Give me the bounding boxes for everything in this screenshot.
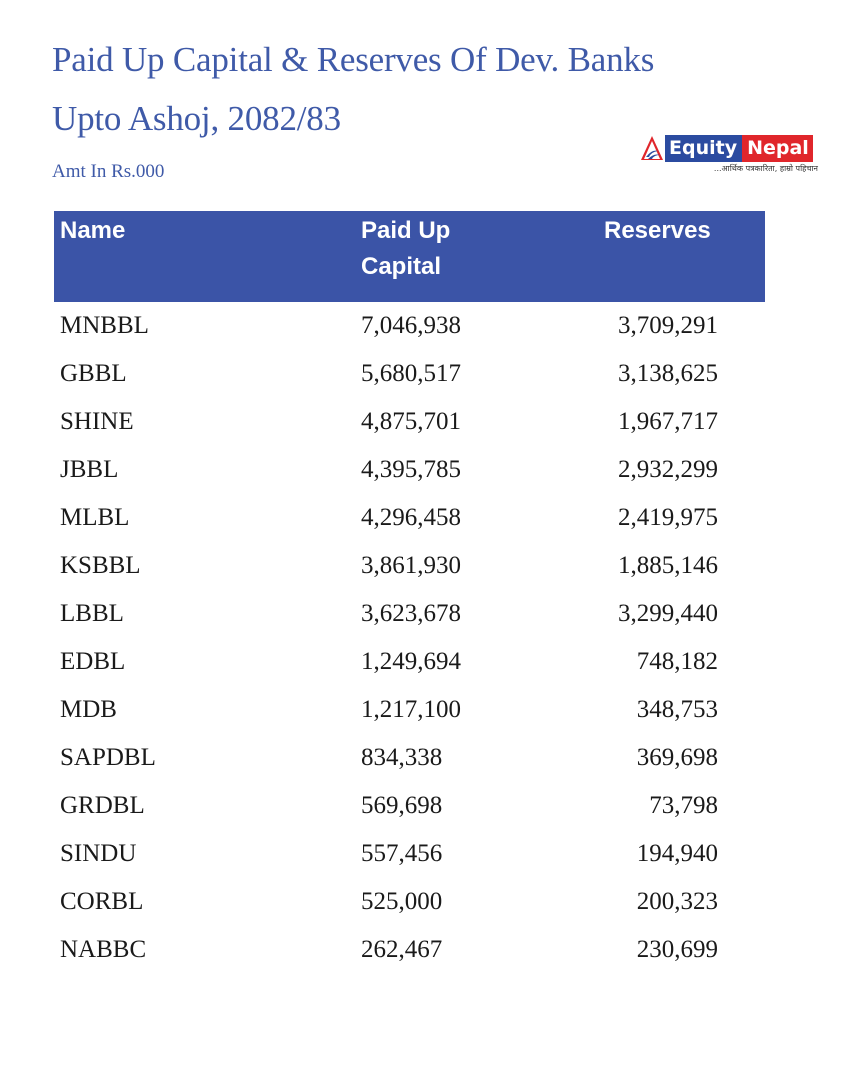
paid-up-capital-cell: 5,680,517 [361,360,461,387]
reserves-cell: 230,699 [636,936,718,963]
paid-up-capital-cell: 834,338 [361,744,443,771]
table-row [54,542,765,590]
paid-up-capital-cell: 262,467 [361,936,443,963]
reserves-cell: 3,138,625 [618,360,718,387]
reserves-cell: 194,940 [636,840,718,867]
paid-up-capital-cell: 3,861,930 [361,552,461,579]
paid-up-capital-cell: 557,456 [361,840,443,867]
bank-name-cell: MNBBL [60,312,149,339]
bank-name-cell: EDBL [60,648,126,675]
page-title-line-1: Paid Up Capital & Reserves Of Dev. Banks [52,40,655,79]
column-header-paid-up-capital: Paid Up Capital [361,217,451,280]
reserves-cell: 73,798 [649,792,718,819]
reserves-cell: 748,182 [636,648,718,675]
logo-text-equity: Equity [665,135,742,162]
table-row [54,830,765,878]
table-row [54,590,765,638]
table-row [54,446,765,494]
reserves-cell: 2,419,975 [618,504,718,531]
bank-name-cell: KSBBL [60,552,141,579]
bank-name-cell: GBBL [60,360,127,387]
table-row [54,734,765,782]
reserves-cell: 3,709,291 [618,312,718,339]
bank-name-cell: SAPDBL [60,744,156,771]
paid-up-capital-cell: 4,875,701 [361,408,461,435]
page-title-line-2: Upto Ashoj, 2082/83 [52,99,341,138]
paid-up-capital-cell: 569,698 [361,792,443,819]
reserves-cell: 200,323 [636,888,718,915]
table-row [54,878,765,926]
mountain-logo-icon [640,135,664,161]
bank-name-cell: SHINE [60,408,134,435]
reserves-cell: 1,967,717 [618,408,718,435]
column-header-reserves: Reserves [604,217,711,244]
bank-name-cell: SINDU [60,840,137,867]
bank-name-cell: JBBL [60,456,119,483]
paid-up-capital-cell: 525,000 [361,888,443,915]
capital-reserves-table [54,211,765,974]
table-row [54,926,765,974]
table-row [54,782,765,830]
bank-name-cell: GRDBL [60,792,145,819]
bank-name-cell: MDB [60,696,117,723]
table-row [54,302,765,350]
reserves-cell: 2,932,299 [618,456,718,483]
reserves-cell: 3,299,440 [618,600,718,627]
table-row [54,350,765,398]
paid-up-capital-cell: 1,217,100 [361,696,461,723]
bank-name-cell: CORBL [60,888,144,915]
paid-up-capital-cell: 3,623,678 [361,600,461,627]
logo-tagline: ...आर्थिक पत्रकारिता, हाम्रो पहिचान [713,164,818,173]
column-header-name: Name [60,217,126,244]
paid-up-capital-cell: 4,395,785 [361,456,461,483]
paid-up-capital-cell: 1,249,694 [361,648,461,675]
table-row [54,638,765,686]
reserves-cell: 1,885,146 [618,552,718,579]
bank-name-cell: LBBL [60,600,124,627]
reserves-cell: 369,698 [636,744,718,771]
paid-up-capital-cell: 4,296,458 [361,504,461,531]
table-row [54,494,765,542]
table-row [54,398,765,446]
amount-unit-note: Amt In Rs.000 [52,161,165,182]
bank-name-cell: MLBL [60,504,130,531]
equity-nepal-logo [640,134,822,178]
paid-up-capital-cell: 7,046,938 [361,312,461,339]
bank-name-cell: NABBC [60,936,147,963]
table-body [54,302,765,974]
logo-text-nepal: Nepal [742,135,813,162]
table-header [54,211,765,302]
table-row [54,686,765,734]
reserves-cell: 348,753 [636,696,718,723]
